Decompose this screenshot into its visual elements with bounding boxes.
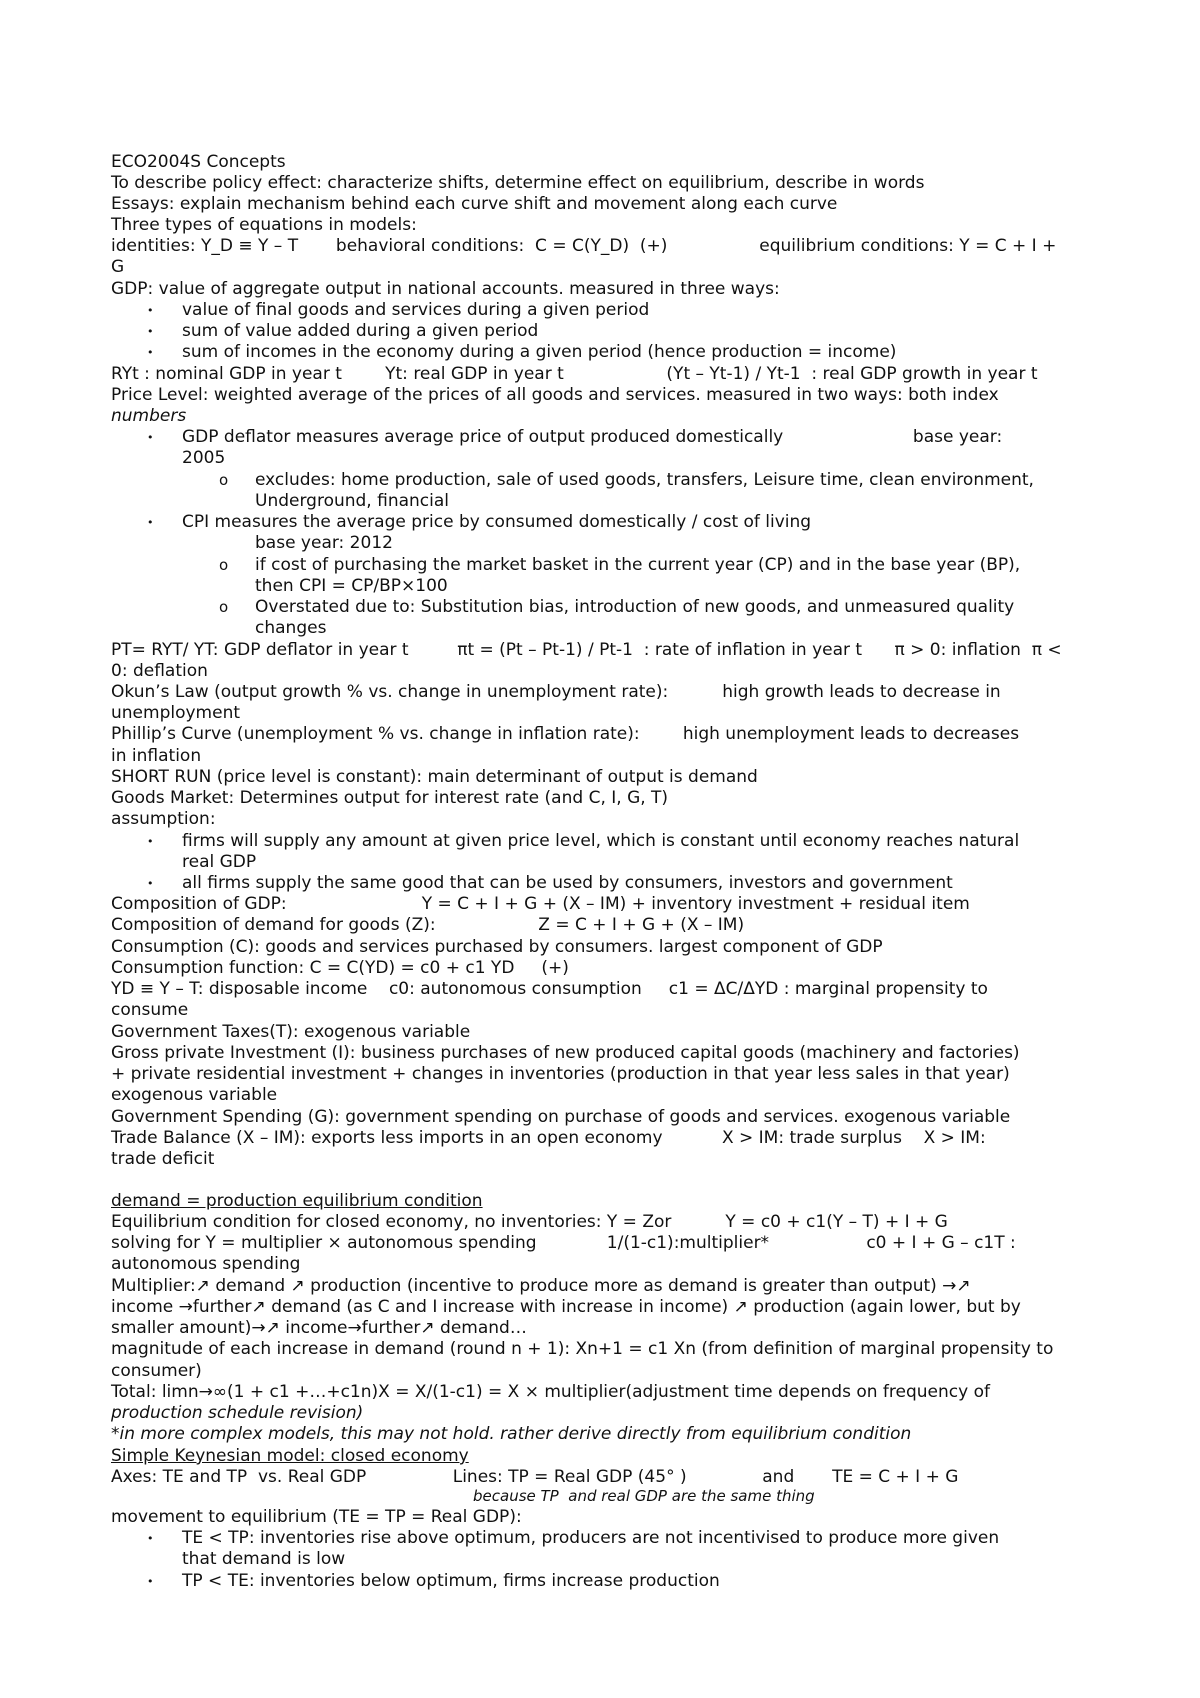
text-line: Consumption function: C = C(YD) = c0 + c1 YD (+)	[111, 958, 569, 978]
text-line: ECO2004S Concepts	[111, 152, 286, 172]
text-line: Composition of demand for goods (Z): Z = C + I + G + (X – IM)	[111, 915, 745, 935]
text-line: sum of value added during a given period	[182, 321, 539, 341]
text-line: Goods Market: Determines output for interest rate (and C, I, G, T)	[111, 788, 669, 808]
text-line: Consumption (C): goods and services purchased by consumers. largest component of GDP	[111, 937, 883, 957]
text-line: then CPI = CP/BP×100	[255, 576, 448, 596]
text-line: value of final goods and services during a given period	[182, 300, 650, 320]
text-line: PT= RYT/ YT: GDP deflator in year t πt = (Pt – Pt-1) / Pt-1 : rate of inflation in year t π > 0: inflation π <	[111, 640, 1062, 660]
text-line: all firms supply the same good that can be used by consumers, investors and government	[182, 873, 953, 893]
text-line: GDP: value of aggregate output in national accounts. measured in three ways:	[111, 279, 780, 299]
sub-bullet-marker: o	[219, 556, 229, 574]
text-line: smaller amount)→↗ income→further↗ demand…	[111, 1318, 527, 1338]
text-line: real GDP	[182, 852, 257, 872]
text-line: firms will supply any amount at given price level, which is constant until economy reaches natural	[182, 831, 1020, 851]
text-line: Three types of equations in models:	[111, 215, 417, 235]
text-line: Axes: TE and TP vs. Real GDP Lines: TP = Real GDP (45° ) and TE = C + I + G	[111, 1467, 959, 1487]
text-line: To describe policy effect: characterize shifts, determine effect on equilibrium, describe in words	[111, 173, 925, 193]
bullet-marker: •	[147, 1532, 154, 1545]
text-line: consumer)	[111, 1361, 202, 1381]
bullet-marker: •	[147, 325, 154, 338]
text-line: YD ≡ Y – T: disposable income c0: autonomous consumption c1 = ΔC/ΔYD : marginal propensity to	[111, 979, 988, 999]
text-line: Trade Balance (X – IM): exports less imports in an open economy X > IM: trade surplus X > IM:	[111, 1128, 986, 1148]
text-line: consume	[111, 1000, 189, 1020]
text-line: *in more complex models, this may not hold. rather derive directly from equilibrium condition	[111, 1424, 912, 1444]
text-line: RYt : nominal GDP in year t Yt: real GDP in year t (Yt – Yt-1) / Yt-1 : real GDP growth in year t	[111, 364, 1038, 384]
text-line: unemployment	[111, 703, 241, 723]
text-line: magnitude of each increase in demand (round n + 1): Xn+1 = c1 Xn (from definition of marginal propensity to	[111, 1339, 1054, 1359]
text-line: Gross private Investment (I): business purchases of new produced capital goods (machinery and factories)	[111, 1043, 1020, 1063]
text-line: assumption:	[111, 809, 216, 829]
text-line: movement to equilibrium (TE = TP = Real GDP):	[111, 1507, 522, 1527]
text-line: changes	[255, 618, 327, 638]
bullet-marker: •	[147, 431, 154, 444]
text-line: TP < TE: inventories below optimum, firms increase production	[182, 1571, 720, 1591]
text-line: exogenous variable	[111, 1085, 278, 1105]
text-line: identities: Y_D ≡ Y – T behavioral conditions: C = C(Y_D) (+) equilibrium conditions: Y = C + I +	[111, 236, 1057, 256]
bullet-marker: •	[147, 304, 154, 317]
text-line: solving for Y = multiplier × autonomous spending 1/(1-c1):multiplier* c0 + I + G – c1T :	[111, 1233, 1016, 1253]
bullet-marker: •	[147, 877, 154, 890]
text-line: excludes: home production, sale of used goods, transfers, Leisure time, clean environment,	[255, 470, 1034, 490]
bullet-marker: •	[147, 1575, 154, 1588]
text-line: Composition of GDP: Y = C + I + G + (X – IM) + inventory investment + residual item	[111, 894, 970, 914]
text-line: Multiplier:↗ demand ↗ production (incentive to produce more as demand is greater than output) →↗	[111, 1276, 971, 1296]
text-line: CPI measures the average price by consumed domestically / cost of living	[182, 512, 812, 532]
bullet-marker: •	[147, 346, 154, 359]
text-line: Phillip’s Curve (unemployment % vs. change in inflation rate): high unemployment leads to decreases	[111, 724, 1020, 744]
text-line: if cost of purchasing the market basket in the current year (CP) and in the base year (BP),	[255, 555, 1021, 575]
text-line: 2005	[182, 448, 226, 468]
text-line: production schedule revision)	[111, 1403, 364, 1423]
text-line: TE < TP: inventories rise above optimum, producers are not incentivised to produce more given	[182, 1528, 1000, 1548]
text-line: Government Taxes(T): exogenous variable	[111, 1022, 471, 1042]
text-line: Underground, financial	[255, 491, 449, 511]
sub-bullet-marker: o	[219, 471, 229, 489]
text-line: SHORT RUN (price level is constant): main determinant of output is demand	[111, 767, 758, 787]
text-line: trade deficit	[111, 1149, 215, 1169]
text-line: because TP and real GDP are the same thing	[473, 1487, 815, 1505]
text-line: in inflation	[111, 746, 202, 766]
text-line: 0: deflation	[111, 661, 208, 681]
text-line: Okun’s Law (output growth % vs. change in unemployment rate): high growth leads to decrease in	[111, 682, 1001, 702]
text-line: + private residential investment + changes in inventories (production in that year less sales in that year)	[111, 1064, 1010, 1084]
text-line: that demand is low	[182, 1549, 346, 1569]
text-line: GDP deflator measures average price of output produced domestically base year:	[182, 427, 1003, 447]
text-line: Equilibrium condition for closed economy, no inventories: Y = Zor Y = c0 + c1(Y – T) + I + G	[111, 1212, 948, 1232]
text-line: numbers	[111, 406, 187, 426]
sub-bullet-marker: o	[219, 598, 229, 616]
text-line: Government Spending (G): government spending on purchase of goods and services. exogenous variable	[111, 1107, 1011, 1127]
bullet-marker: •	[147, 835, 154, 848]
text-line: base year: 2012	[255, 533, 393, 553]
text-line: autonomous spending	[111, 1254, 301, 1274]
text-line: demand = production equilibrium condition	[111, 1191, 483, 1211]
text-line: G	[111, 257, 125, 277]
bullet-marker: •	[147, 516, 154, 529]
text-line: sum of incomes in the economy during a given period (hence production = income)	[182, 342, 897, 362]
text-line: Simple Keynesian model: closed economy	[111, 1446, 469, 1466]
text-line: Essays: explain mechanism behind each curve shift and movement along each curve	[111, 194, 838, 214]
text-line: income →further↗ demand (as C and I increase with increase in income) ↗ production (again lower, but by	[111, 1297, 1021, 1317]
text-line: Overstated due to: Substitution bias, introduction of new goods, and unmeasured quality	[255, 597, 1015, 617]
text-line: Price Level: weighted average of the prices of all goods and services. measured in two ways: both index	[111, 385, 999, 405]
text-line: Total: limn→∞(1 + c1 +…+c1n)X = X/(1-c1) = X × multiplier(adjustment time depends on frequency of	[111, 1382, 990, 1402]
